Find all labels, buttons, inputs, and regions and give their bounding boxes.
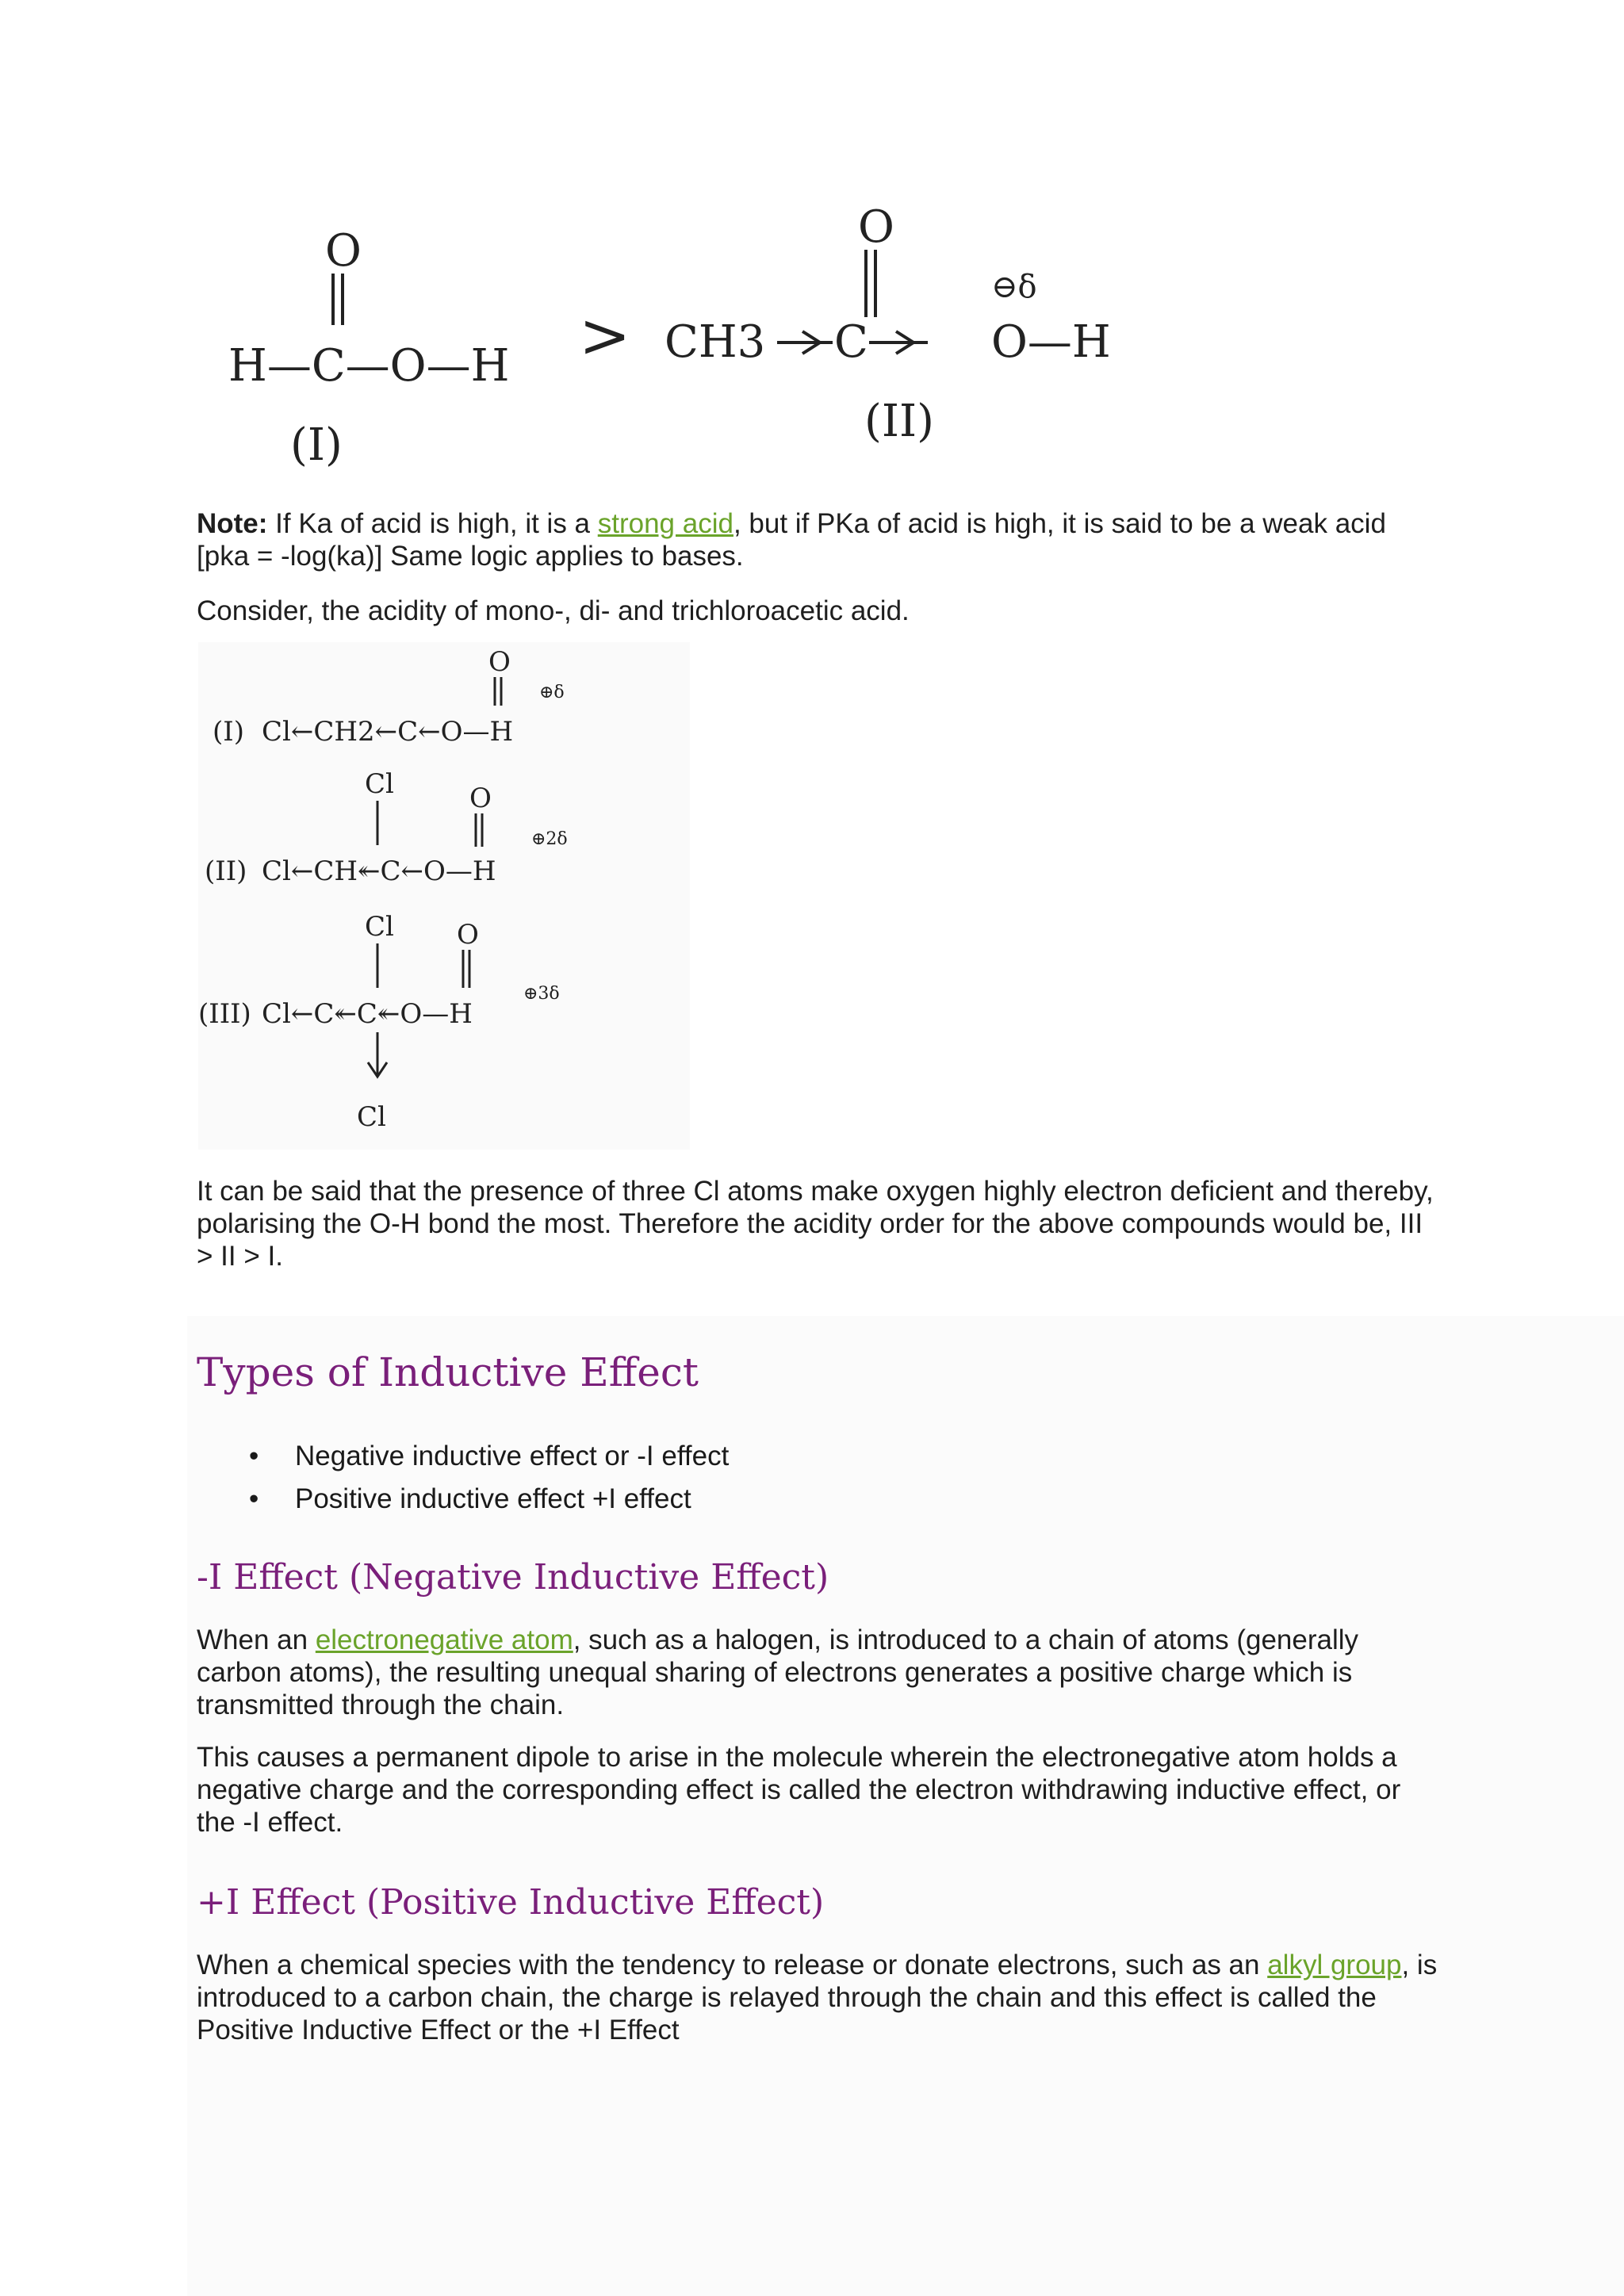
chloroacetic-figure [198,642,690,1150]
formic-o-top: O [325,225,362,277]
compare-sign: > [579,300,631,372]
row1-charge: ⊕δ [539,683,565,702]
formic-chain: H—C—O—H [228,340,510,392]
row3-cl-top: Cl [365,911,394,943]
negative-effect-heading: -I Effect (Negative Inductive Effect) [197,1557,829,1598]
row3-label: (III) [198,998,251,1030]
row3-cl-bottom: Cl [357,1101,386,1133]
list-item-text: Negative inductive effect or -I effect [295,1441,730,1471]
bullet-icon: • [249,1441,259,1471]
row1-formula: Cl←CH2←C←O—H [262,716,514,748]
row1-o: O [488,646,511,678]
note-label: Note: [197,508,268,539]
acetic-charge: ⊖δ [991,269,1037,305]
formic-label: (I) [290,419,343,471]
list-item [197,1435,729,1478]
row2-cl-top: Cl [365,768,394,800]
neg-p1-after: , such as a halogen, is introduced to a chain of atoms (generally carbon atoms), the resulting unequal sharing of electrons generates a positive charge which is transmitted through the chain. [197,1624,1359,1720]
row2-label: (II) [205,855,247,887]
row1-label: (I) [213,716,244,748]
acetic-label: (II) [864,396,934,447]
positive-effect-heading: +I Effect (Positive Inductive Effect) [197,1882,825,1923]
acetic-o-top: O [858,201,894,253]
positive-effect-paragraph [197,1949,1442,2046]
acetic-ch3: CH3 [665,316,766,368]
row2-o: O [469,783,492,814]
types-heading: Types of Inductive Effect [197,1349,699,1395]
note-text-after: , but if PKa of acid is high, it is said to be a weak acid [pka = -log(ka)] Same logic applies to bases. [197,508,1386,572]
note-paragraph [197,507,1442,572]
acetic-oh: O—H [991,316,1111,368]
formic-vs-acetic-figure [214,198,1150,484]
list-item-text: Positive inductive effect +I effect [295,1483,691,1514]
pos-p1-before: When a chemical species with the tendency to release or donate electrons, such as an [197,1950,1268,1980]
row2-charge: ⊕2δ [531,829,568,849]
conclusion-paragraph: It can be said that the presence of three Cl atoms make oxygen highly electron deficient and thereby, polarising the O-H bond the most. Therefore the acidity order for the above compounds would be, III > II > I. [197,1176,1434,1272]
note-text-before: If Ka of acid is high, it is a [267,508,598,539]
neg-p1-before: When an [197,1624,316,1655]
pos-p1-after: , is introduced to a carbon chain, the charge is relayed through the chain and this effect is called the Positive Inductive Effect or the +I Effect [197,1950,1438,2045]
consider-paragraph: Consider, the acidity of mono-, di- and trichloroacetic acid. [197,595,910,626]
electronegative-atom-link[interactable]: electronegative atom [315,1624,573,1655]
row3-o: O [457,919,479,951]
row3-formula: Cl←C↞C↞O—H [262,998,473,1030]
negative-effect-paragraph-1 [197,1624,1442,1721]
strong-acid-link[interactable]: strong acid [597,508,733,539]
row3-charge: ⊕3δ [523,984,560,1004]
alkyl-group-link[interactable]: alkyl group [1267,1950,1402,1980]
list-item [197,1478,729,1521]
bullet-icon: • [249,1483,259,1514]
types-list [197,1435,729,1521]
negative-effect-paragraph-2: This causes a permanent dipole to arise in the molecule wherein the electronegative atom holds a negative charge and the corresponding effect is called the electron withdrawing inductive effect, or the -I effect. [197,1742,1401,1838]
acetic-c: C [834,316,868,368]
row2-formula: Cl←CH↞C←O—H [262,855,496,887]
